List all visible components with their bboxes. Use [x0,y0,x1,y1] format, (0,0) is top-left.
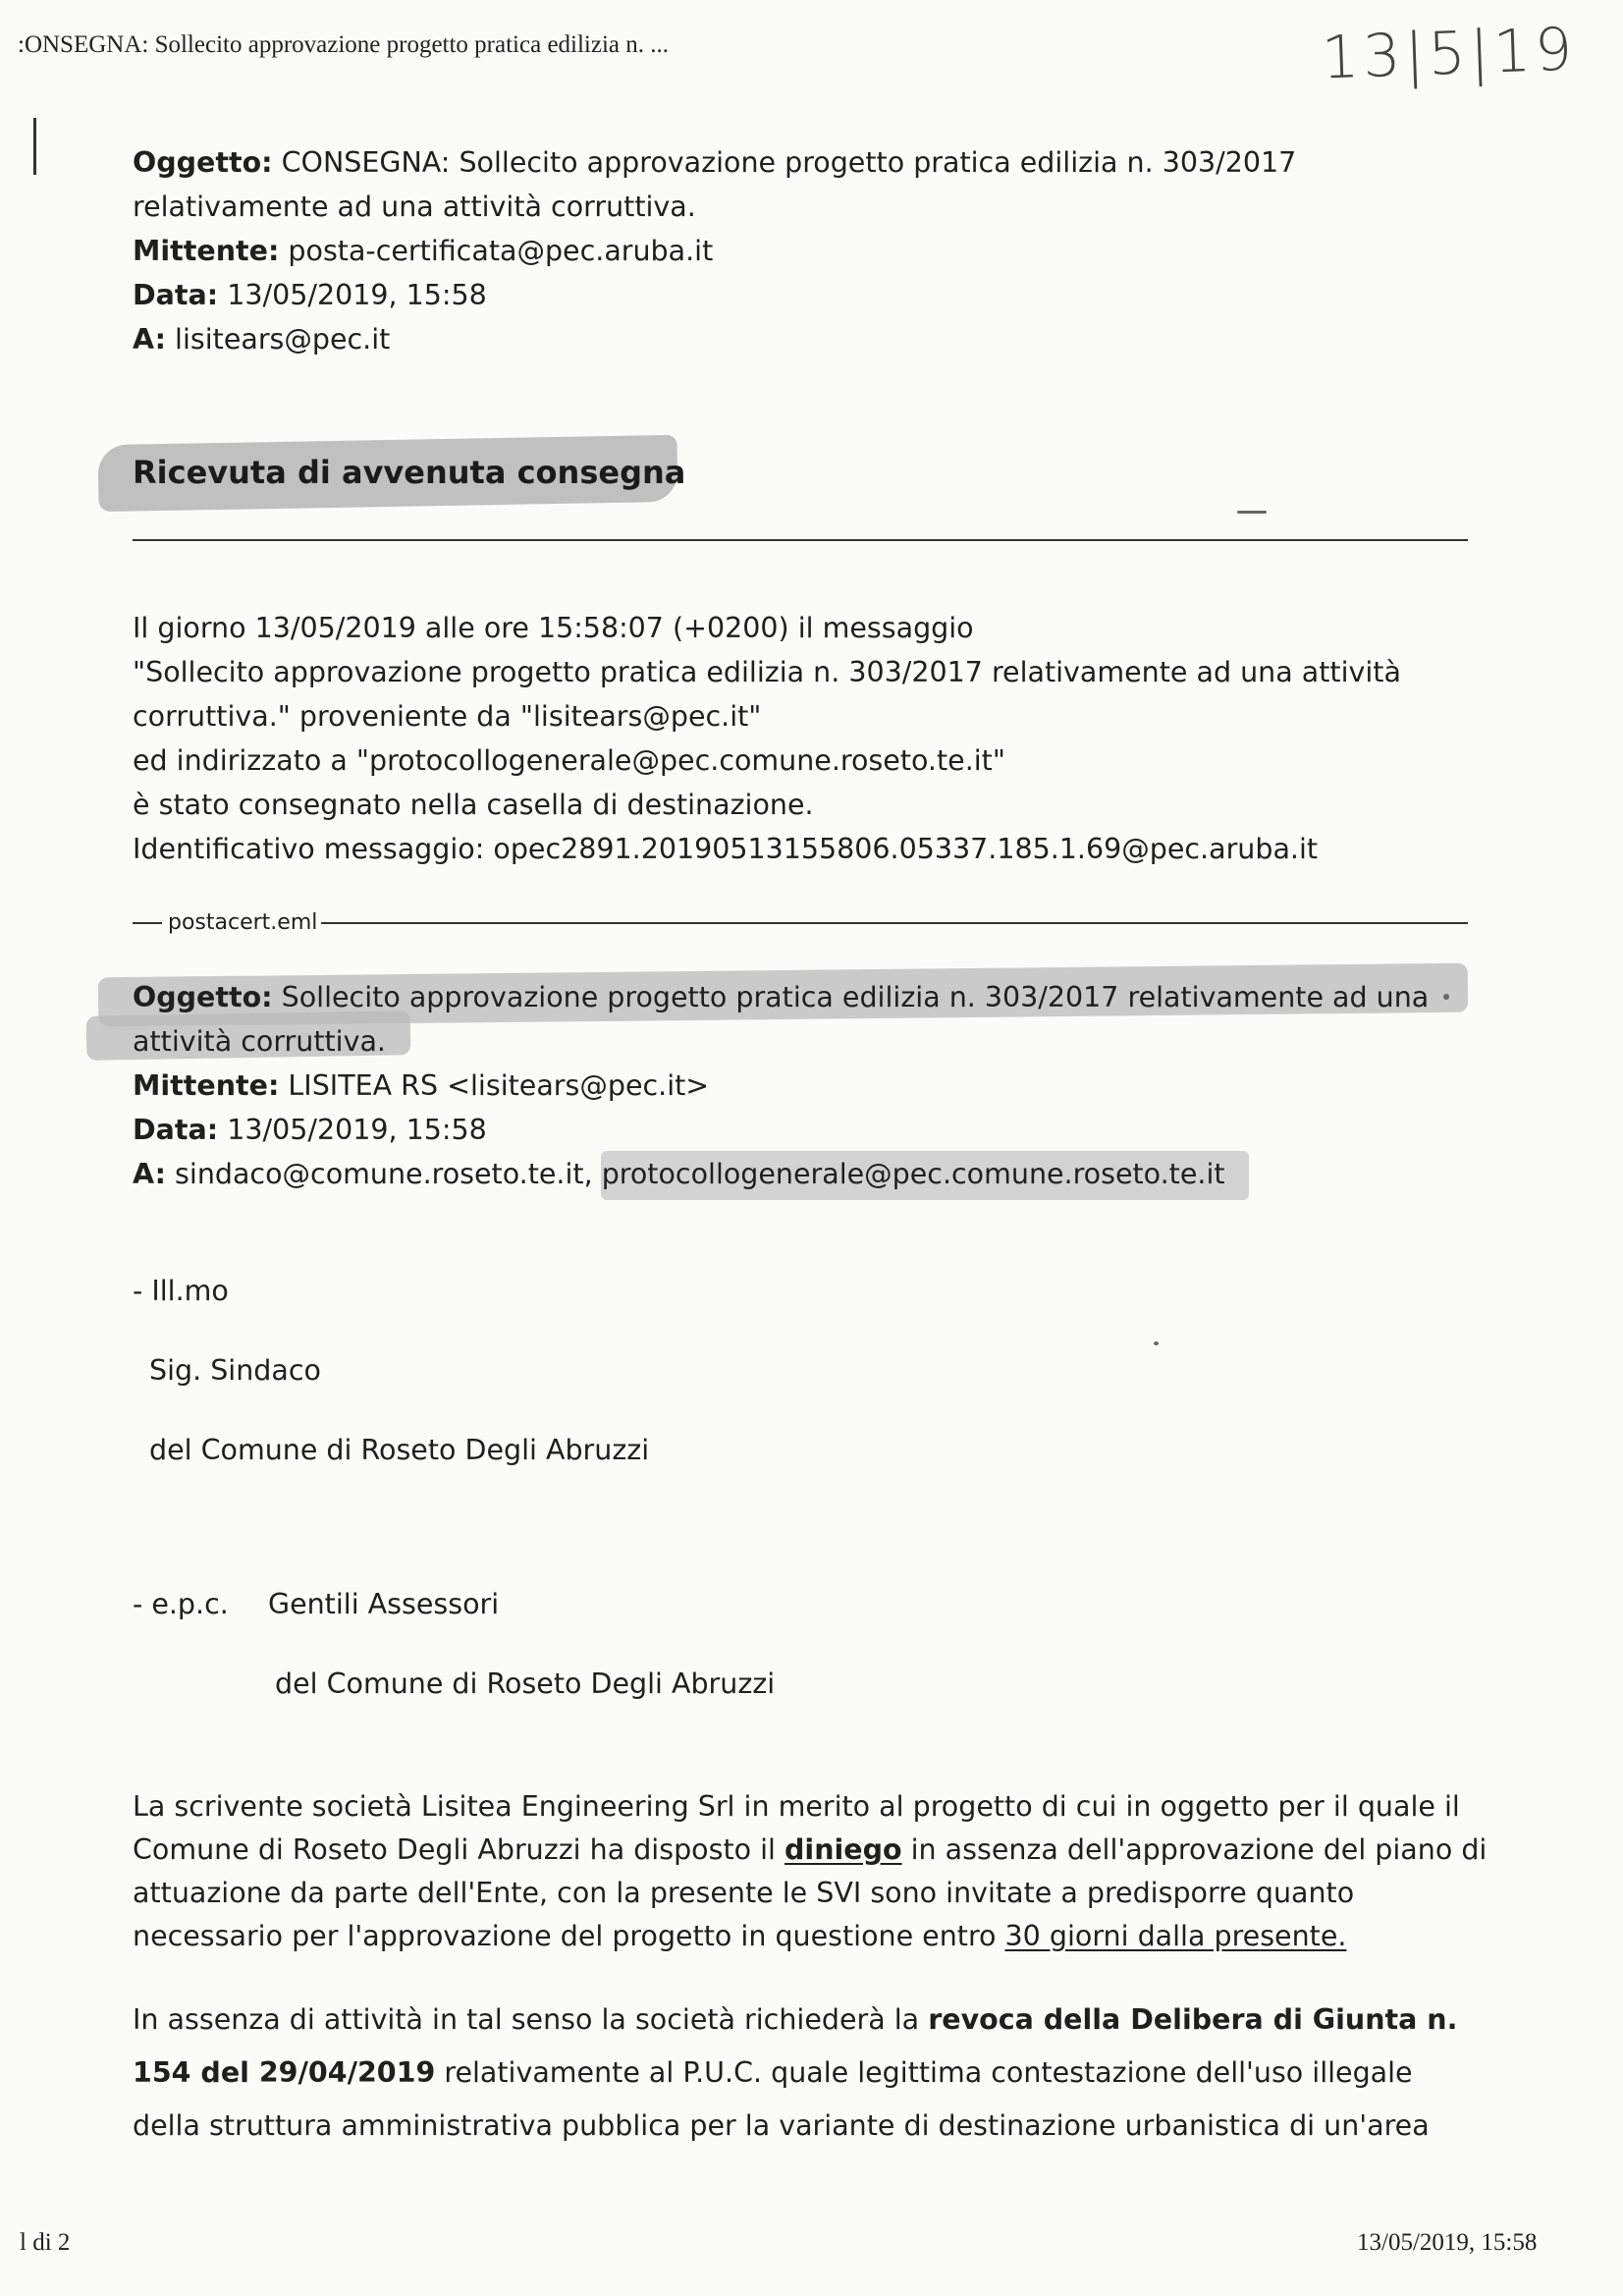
mittente-value: posta-certificata@pec.aruba.it [288,235,714,267]
receipt-line: corruttiva." proveniente da "lisitears@pec.it" [133,700,762,733]
oggetto-value: Sollecito approvazione progetto pratica edilizia n. 303/2017 relativamente ad una [281,981,1430,1013]
a-label: A: [133,323,166,355]
paragraph-text: In assenza di attività in tal senso la società richiederà la [133,2003,929,2036]
a-label: A: [133,1158,166,1190]
a-value-highlighted: protocollogenerale@pec.comune.roseto.te.it [601,1158,1225,1190]
revoca-emphasis: revoca della Delibera di Giunta n. 154 del 29/04/2019 [133,2003,1458,2089]
handwritten-date: 13|5|19 [1320,15,1578,93]
deadline-emphasis: 30 giorni dalla presente. [1004,1920,1347,1952]
oggetto-label: Oggetto: [133,146,273,179]
a-value: sindaco@comune.roseto.te.it, [175,1158,602,1190]
scan-speck [1237,511,1267,514]
attachment-label: postacert.eml [168,910,318,935]
addressee-line: - Ill.mo [133,1275,229,1307]
separator-dash [133,922,162,924]
receipt-line: "Sollecito approvazione progetto pratica edilizia n. 303/2017 relativamente ad una attività [133,656,1401,688]
title-rule [133,539,1468,541]
addressee-line: Sig. Sindaco [149,1354,321,1387]
second-message-header [133,975,1468,1196]
first-message-header [133,140,1468,361]
paragraph-text: relativamente al P.U.C. quale legittima contestazione dell'uso illegale della struttura amministrativa pubblica per la variante di destinazione urbanistica di un'area [133,2056,1430,2142]
receipt-line: Il giorno 13/05/2019 alle ore 15:58:07 (+0200) il messaggio [133,612,974,644]
oggetto-value-cont: relativamente ad una attività corruttiva. [133,191,696,223]
print-header: :ONSEGNA: Sollecito approvazione progetto pratica edilizia n. ... [18,31,670,58]
a-value: lisitears@pec.it [175,323,391,355]
receipt-line: ed indirizzato a "protocollogenerale@pec.comune.roseto.te.it" [133,744,1005,777]
data-value: 13/05/2019, 15:58 [227,279,487,311]
receipt-line: Identificativo messaggio: opec2891.20190513155806.05337.185.1.69@pec.aruba.it [133,833,1319,865]
paragraph-text: in assenza dell'approvazione del piano di attuazione da parte dell'Ente, con la presente le SVI sono invitate a predisporre quanto necessario per l'approvazione del progetto in questione entro [133,1833,1488,1952]
oggetto-value: CONSEGNA: Sollecito approvazione progetto pratica edilizia n. 303/2017 [281,146,1297,179]
mittente-label: Mittente: [133,235,280,267]
section-title: Ricevuta di avvenuta consegna [133,454,686,491]
addressee-line: del Comune di Roseto Degli Abruzzi [275,1667,776,1700]
mittente-value: LISITEA RS <lisitears@pec.it> [288,1069,710,1102]
separator-dash [321,922,1468,924]
mittente-label: Mittente: [133,1069,280,1102]
scan-speck [1154,1341,1159,1345]
diniego-emphasis: diniego [784,1833,902,1866]
paragraph-request [133,1785,1488,1958]
attachment-separator [133,910,1468,935]
oggetto-label: Oggetto: [133,981,273,1013]
margin-mark [33,118,36,175]
receipt-body [133,606,1468,871]
paragraph-text: La scrivente società Lisitea Engineering Srl in merito al progetto di cui in oggetto per il quale il Comune di Roseto Degli Abruzzi ha disposto il [133,1790,1460,1866]
receipt-line: è stato consegnato nella casella di destinazione. [133,789,814,821]
paragraph-revoca [133,1994,1488,2153]
addressee-line: del Comune di Roseto Degli Abruzzi [149,1434,650,1466]
epc-label: - e.p.c. [133,1588,229,1620]
data-value: 13/05/2019, 15:58 [227,1114,487,1146]
data-label: Data: [133,279,219,311]
data-label: Data: [133,1114,219,1146]
footer-timestamp: 13/05/2019, 15:58 [1357,2229,1538,2256]
oggetto-value-cont: attività corruttiva. [133,1025,386,1058]
page-number: l di 2 [20,2229,71,2256]
addressee-line: Gentili Assessori [268,1588,500,1620]
